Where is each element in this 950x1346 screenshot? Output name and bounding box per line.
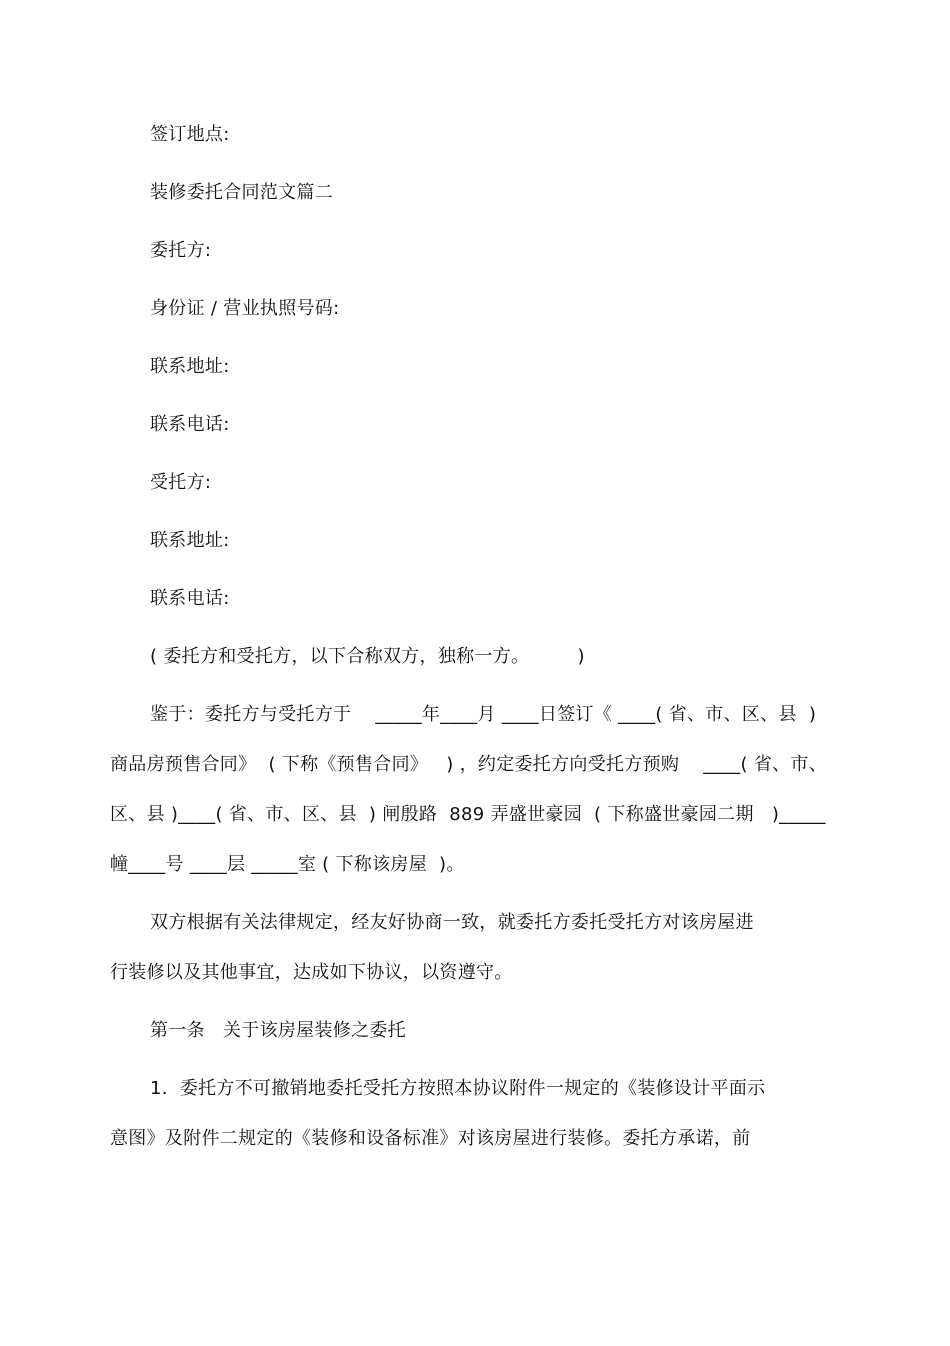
agreement-paragraph-line-2: 行装修以及其他事宜，达成如下协议，以资遵守。 (110, 962, 513, 983)
agreement-paragraph-line-1: 双方根据有关法律规定，经友好协商一致，就委托方委托受托方对该房屋进 (150, 912, 754, 933)
principal-phone-label: 联系电话: (150, 414, 230, 435)
id-number-label: 身份证 / 营业执照号码: (150, 298, 340, 319)
article-one-heading: 第一条 关于该房屋装修之委托 (150, 1020, 406, 1041)
principal-label: 委托方: (150, 240, 212, 261)
principal-address-label: 联系地址: (150, 356, 230, 377)
parties-note: ( 委托方和受托方，以下合称双方，独称一方。 ) (150, 646, 585, 667)
section-title: 装修委托合同范文篇二 (150, 182, 333, 203)
clause-one-line-1: 1. 委托方不可撤销地委托受托方按照本协议附件一规定的《装修设计平面示 (150, 1078, 766, 1099)
agent-address-label: 联系地址: (150, 530, 230, 551)
whereas-paragraph-line-2: 商品房预售合同》 ( 下称《预售合同》 ) ，约定委托方向受托方预购 ____( 省、市、 (110, 754, 828, 775)
whereas-paragraph-line-3: 区、县 )____( 省、市、区、县 ) 闸殷路 889 弄盛世豪园 ( 下称盛世豪园二期 )_____ (110, 804, 826, 825)
agent-phone-label: 联系电话: (150, 588, 230, 609)
clause-one-line-2: 意图》及附件二规定的《装修和设备标准》对该房屋进行装修。委托方承诺，前 (110, 1128, 751, 1149)
whereas-paragraph-line-4: 幢____号 ____层 _____室 ( 下称该房屋 )。 (110, 854, 465, 875)
signing-location-label: 签订地点: (150, 124, 230, 145)
whereas-paragraph-line-1: 鉴于：委托方与受托方于 _____年____月 ____日签订《 ____( 省、市、区、县 ) (150, 704, 817, 725)
agent-label: 受托方: (150, 472, 212, 493)
